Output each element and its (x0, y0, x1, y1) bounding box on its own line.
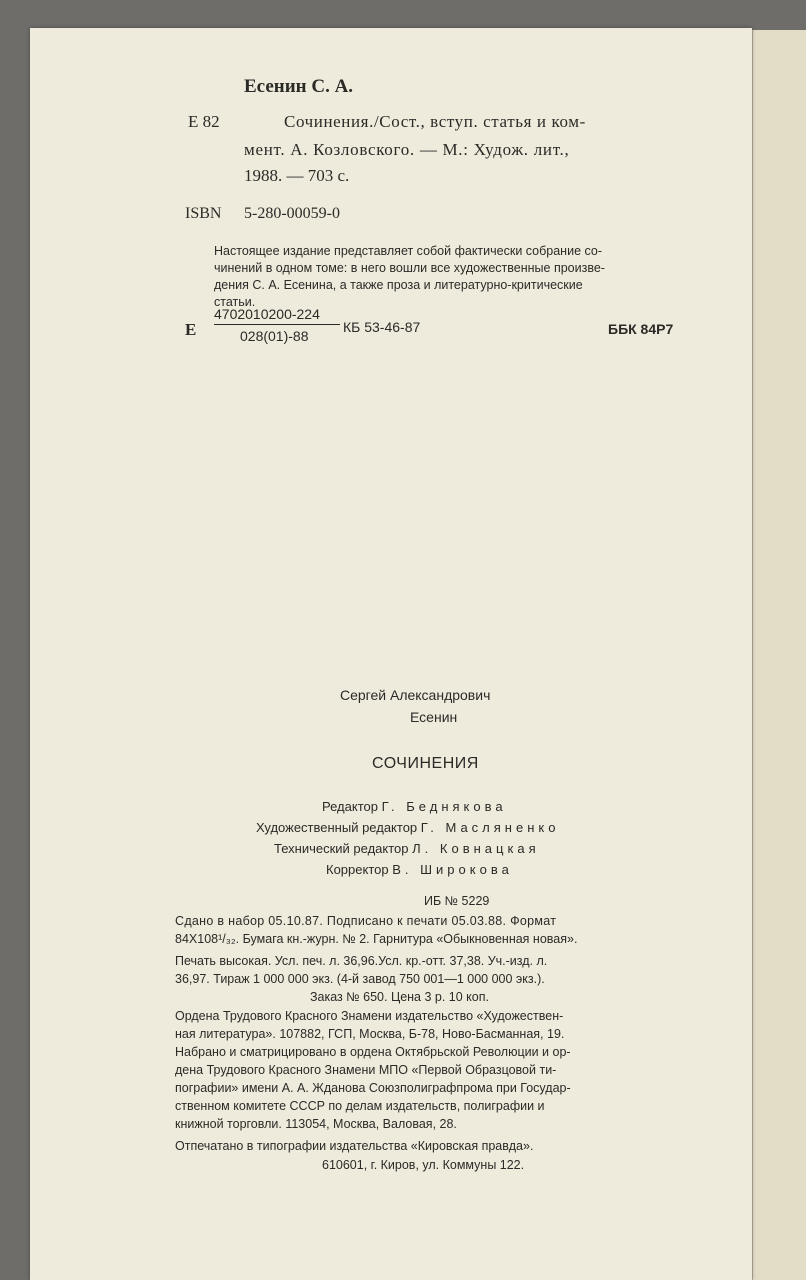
fraction-bar (214, 324, 340, 325)
bbk-code: ББК 84Р7 (608, 321, 674, 337)
author-full-name: Сергей Александрович (340, 687, 491, 703)
credit-art-editor (256, 820, 559, 835)
isbn-label: ISBN (185, 205, 222, 222)
index-letter: Е (185, 320, 197, 339)
credit-proofreader (326, 862, 513, 877)
printer-line-2: 610601, г. Киров, ул. Коммуны 122. (322, 1158, 525, 1172)
publisher-line-1: Ордена Трудового Красного Знамени издательство «Художествен- (175, 1009, 564, 1023)
publisher-line-2: ная литература». 107882, ГСП, Москва, Б-78, Ново-Басманная, 19. (175, 1027, 565, 1041)
kb-code: КБ 53-46-87 (343, 319, 421, 335)
credit-role: Редактор (322, 799, 378, 814)
book-page (30, 28, 752, 1280)
print-details-line-1: Сдано в набор 05.10.87. Подписано к печати 05.03.88. Формат (175, 914, 557, 928)
print-details-line-4: 36,97. Тираж 1 000 000 экз. (4-й завод 750 001—1 000 000 экз.). (175, 972, 545, 986)
order-and-price: Заказ № 650. Цена 3 р. 10 коп. (310, 990, 489, 1004)
index-numerator: 4702010200-224 (214, 306, 320, 322)
description-line-2: мент. А. Козловского. — М.: Худож. лит., (244, 140, 570, 159)
author-surname: Есенин (410, 709, 458, 725)
credit-role: Художественный редактор (256, 820, 418, 835)
description-line-1: Сочинения./Сост., вступ. статья и ком- (284, 112, 586, 131)
ib-number: ИБ № 5229 (424, 894, 490, 908)
print-details-line-3: Печать высокая. Усл. печ. л. 36,96.Усл. кр.-отт. 37,38. Уч.-изд. л. (175, 954, 548, 968)
adjacent-page-edge (752, 30, 806, 1280)
credit-person: Г. Масляненко (420, 820, 560, 835)
isbn-number: 5-280-00059-0 (244, 205, 340, 222)
credit-editor (322, 799, 507, 814)
printer-line-1: Отпечатано в типографии издательства «Кировская правда». (175, 1139, 534, 1153)
credit-person: В. Широкова (392, 862, 513, 877)
publisher-line-4: дена Трудового Красного Знамени МПО «Первой Образцовой ти- (175, 1063, 557, 1077)
annotation-line-4: статьи. (214, 295, 256, 309)
publisher-line-7: книжной торговли. 113054, Москва, Валовая, 28. (175, 1117, 457, 1131)
annotation-line-2: чинений в одном томе: в него вошли все художественные произве- (214, 261, 605, 275)
publisher-line-5: пографии» имени А. А. Жданова Союзполиграфпрома при Государ- (175, 1081, 571, 1095)
index-denominator: 028(01)-88 (240, 328, 309, 344)
author-heading: Есенин С. А. (244, 76, 354, 97)
credit-person: Л. Ковнацкая (412, 841, 540, 856)
book-title: СОЧИНЕНИЯ (372, 755, 479, 772)
credit-role: Корректор (326, 862, 389, 877)
credit-person: Г. Беднякова (381, 799, 507, 814)
description-line-3: 1988. — 703 с. (244, 166, 350, 185)
credit-tech-editor (274, 841, 540, 856)
annotation-line-3: дения С. А. Есенина, а также проза и литературно-критические (214, 278, 583, 292)
publisher-line-6: ственном комитете СССР по делам издательств, полиграфии и (175, 1099, 545, 1113)
annotation-line-1: Настоящее издание представляет собой фактически собрание со- (214, 244, 603, 258)
class-code: Е 82 (188, 112, 220, 131)
publisher-line-3: Набрано и сматрицировано в ордена Октябрьской Революции и ор- (175, 1045, 571, 1059)
credit-role: Технический редактор (274, 841, 409, 856)
print-details-line-2: 84Х108¹/₃₂. Бумага кн.-журн. № 2. Гарнитура «Обыкновенная новая». (175, 932, 578, 946)
